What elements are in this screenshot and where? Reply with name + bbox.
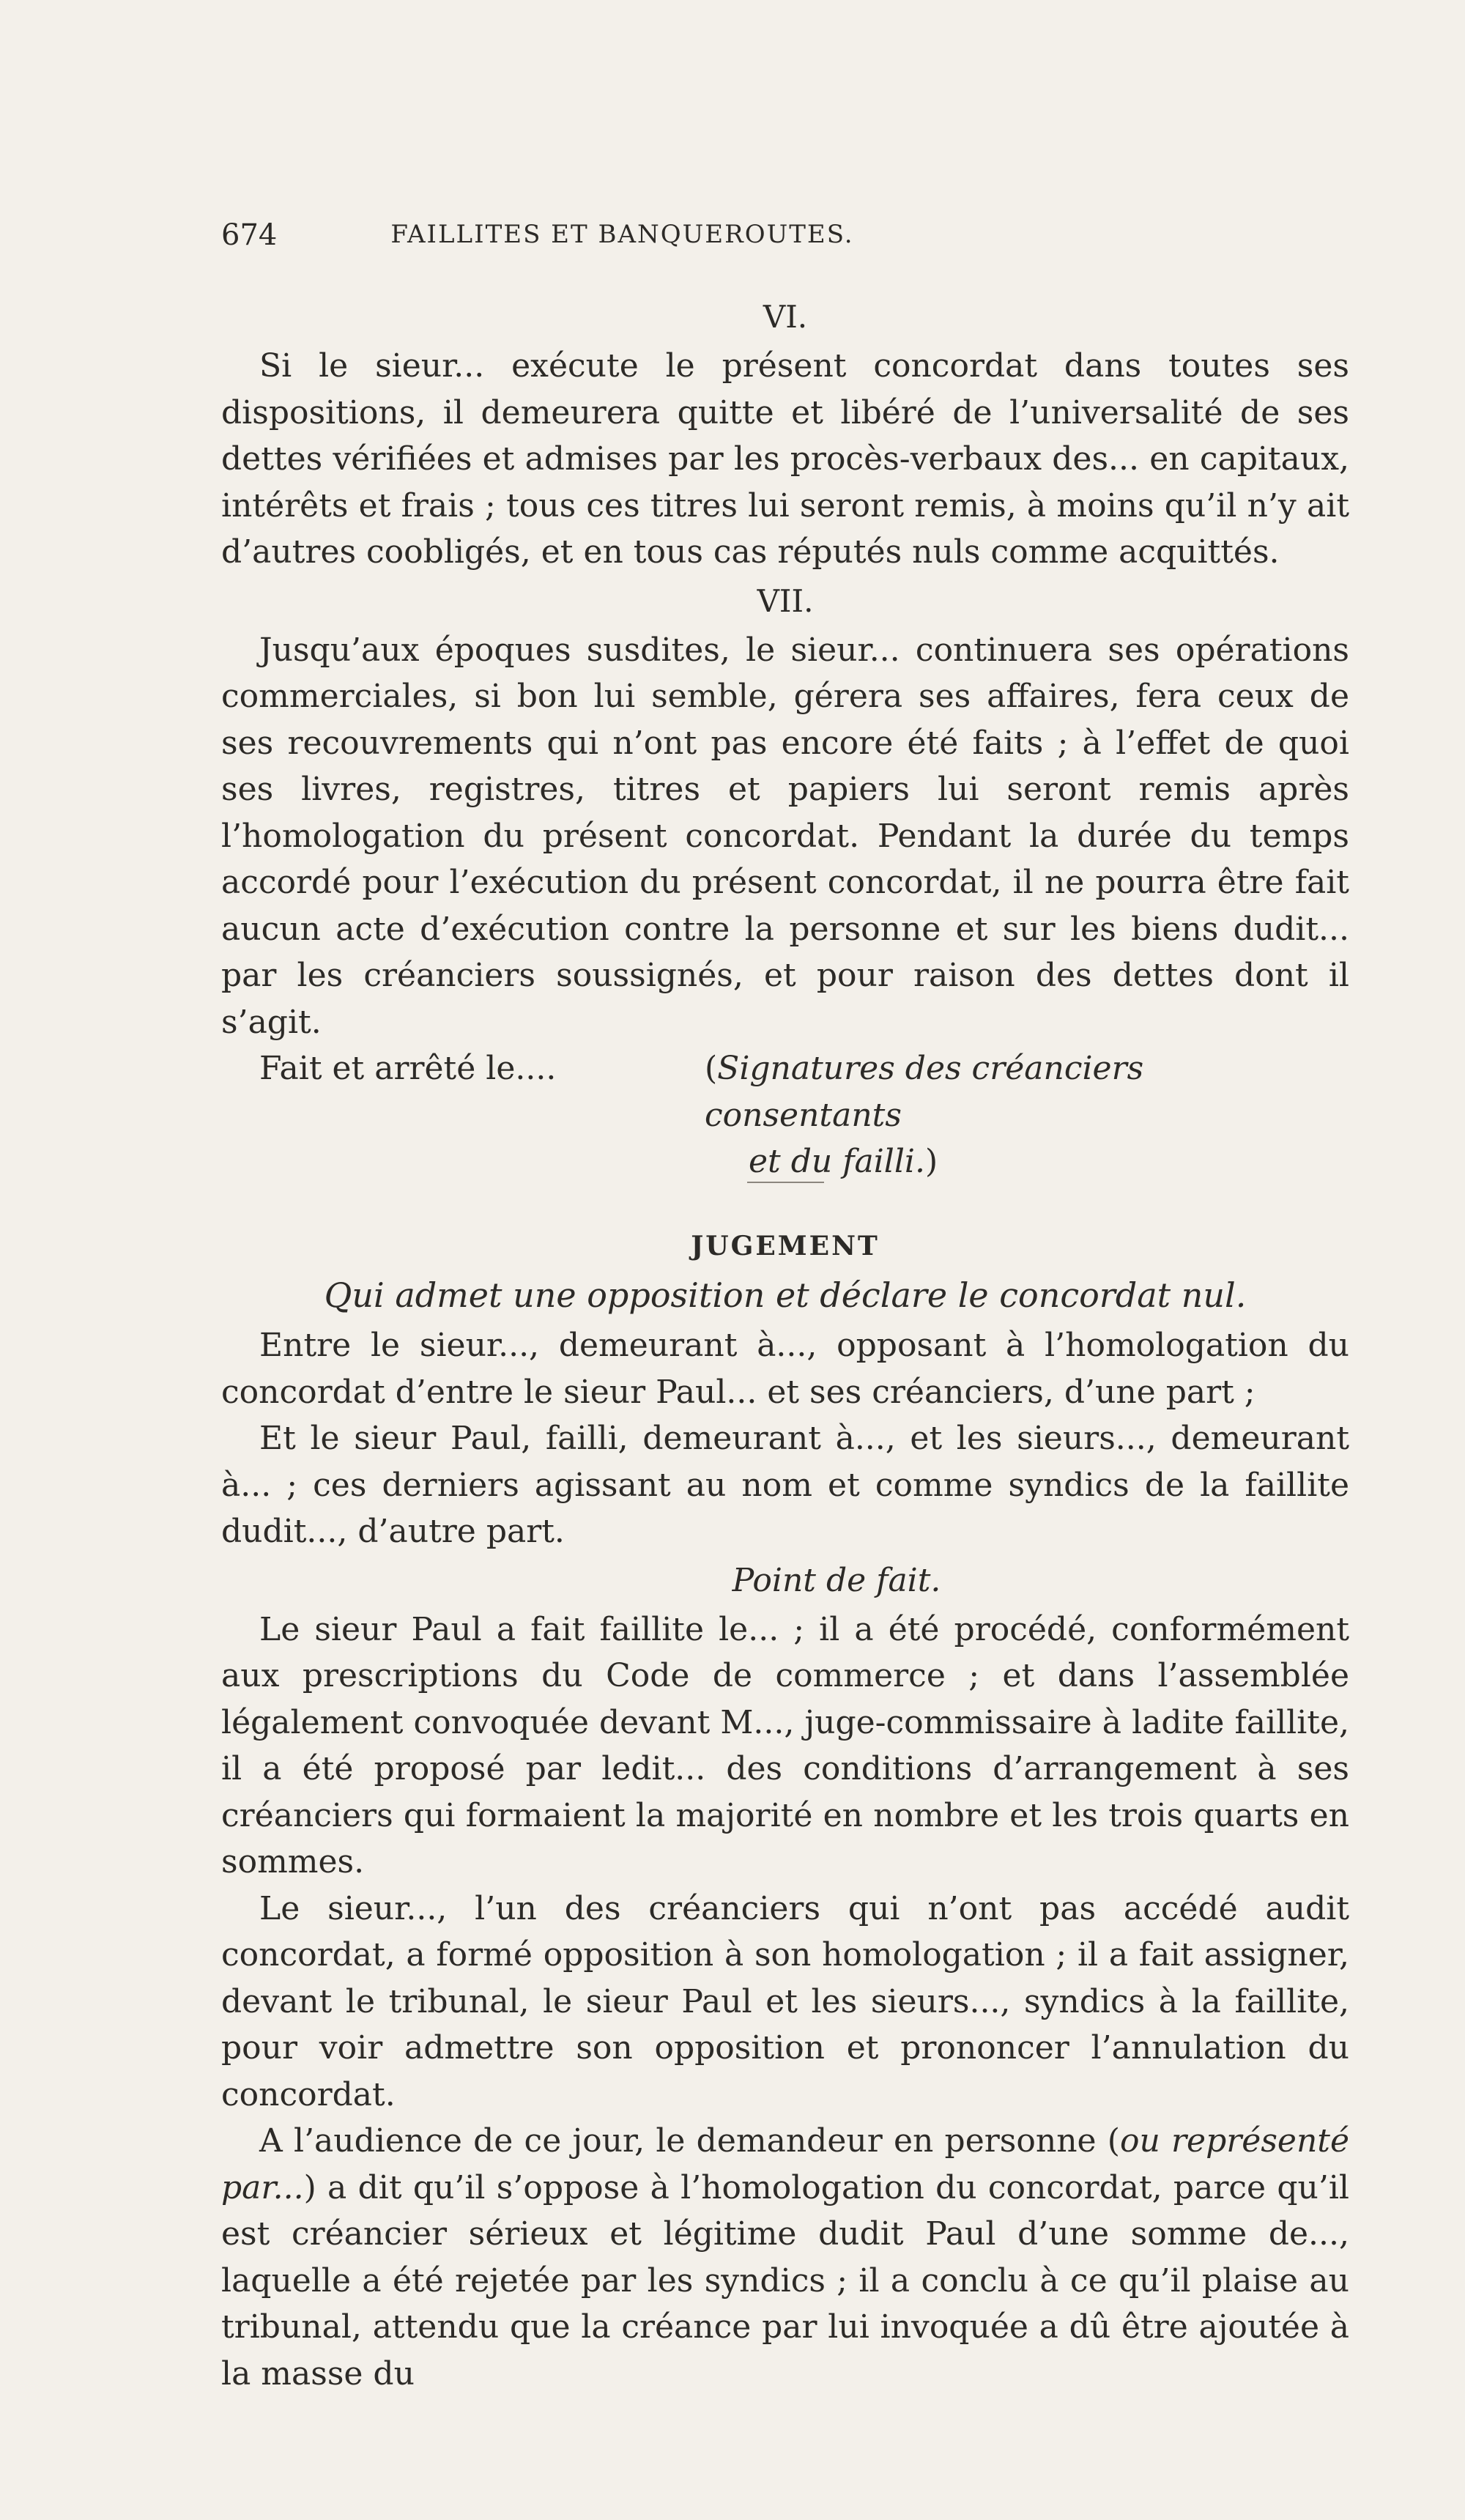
signoff-signatures	[705, 1045, 1349, 1185]
paragraph-5-italic: ou représenté par...	[221, 2122, 1350, 2206]
running-title: FAILLITES ET BANQUEROUTES.	[390, 220, 854, 249]
page-header	[221, 218, 1023, 262]
jugement-paragraph-1: Entre le sieur..., demeurant à..., opposant à l’homologation du concordat d’entre le sieur Paul... et ses créanciers, d’une part ;	[221, 1327, 1349, 1411]
point-de-fait-heading: Point de fait.	[732, 1561, 941, 1599]
section-number-vi: VI.	[763, 299, 808, 335]
signoff-date-line: Fait et arrêté le....	[259, 1050, 557, 1087]
signature-paren-open: (	[705, 1050, 718, 1087]
section-number-vii: VII.	[757, 582, 814, 619]
jugement-title: JUGEMENT	[691, 1231, 880, 1261]
paragraph-vi: Si le sieur... exécute le présent concordat dans toutes ses dispositions, il demeurera quitte et libéré de l’universalité de ses dettes vérifiées et admises par les procès-verbaux des... en capitaux, intérêts et frais ; tous ces titres lui seront remis, à moins qu’il n’y ait d’autres coobligés, et en tous cas réputés nuls comme acquittés.	[221, 347, 1349, 571]
signoff	[221, 1045, 1349, 1180]
signature-paren-close: )	[925, 1143, 938, 1180]
jugement-subtitle: Qui admet une opposition et déclare le concordat nul.	[324, 1275, 1247, 1315]
paragraph-5-end: ) a dit qu’il s’oppose à l’homologation du concordat, parce qu’il est créancier sérieux et légitime dudit Paul d’une somme de..., laquelle a été rejetée par les syndics ; il a conclu à ce qu’il plaise au tribunal, attendu que la créance par lui invoquée a dû être ajoutée à la masse du	[221, 2168, 1349, 2393]
jugement-paragraph-3: Le sieur Paul a fait faillite le... ; il a été procédé, conformément aux prescriptions du Code de commerce ; et dans l’assemblée légalement convoquée devant M..., juge-commissaire à ladite faillite, il a été proposé par ledit... des conditions d’arrangement à ses créanciers qui formaient la majorité en nombre et les trois quarts en sommes.	[221, 1610, 1349, 1880]
jugement-paragraph-2: Et le sieur Paul, failli, demeurant à..., et les sieurs..., demeurant à... ; ces derniers agissant au nom et comme syndics de la faillite dudit..., d’autre part.	[221, 1420, 1349, 1550]
paragraph-5-start: A l’audience de ce jour, le demandeur en personne (	[259, 2122, 1120, 2160]
text-block	[221, 292, 1349, 2397]
signature-line-2: et du failli.	[749, 1143, 925, 1180]
paragraph-vii: Jusqu’aux époques susdites, le sieur... continuera ses opérations commerciales, si bon lui semble, gérera ses affaires, fera ceux de ses recouvrements qui n’ont pas encore été faits ; à l’effet de quoi ses livres, registres, titres et papiers lui seront remis après l’homologation du présent concordat. Pendant la durée du temps accordé pour l’exécution du présent concordat, il ne pourra être fait aucun acte d’exécution contre la personne et sur les biens dudit... par les créanciers soussignés, et pour raison des dettes dont il s’agit.	[221, 631, 1349, 1041]
jugement-paragraph-5	[221, 2118, 1349, 2397]
page-number: 674	[221, 218, 278, 252]
signature-line-1: Signatures des créanciers consentants	[705, 1050, 1144, 1134]
jugement-paragraph-4: Le sieur..., l’un des créanciers qui n’ont pas accédé audit concordat, a formé opposition à son homologation ; il a fait assigner, devant le tribunal, le sieur Paul et les sieurs..., syndics à la faillite, pour voir admettre son opposition et prononcer l’annulation du concordat.	[221, 1889, 1349, 2113]
